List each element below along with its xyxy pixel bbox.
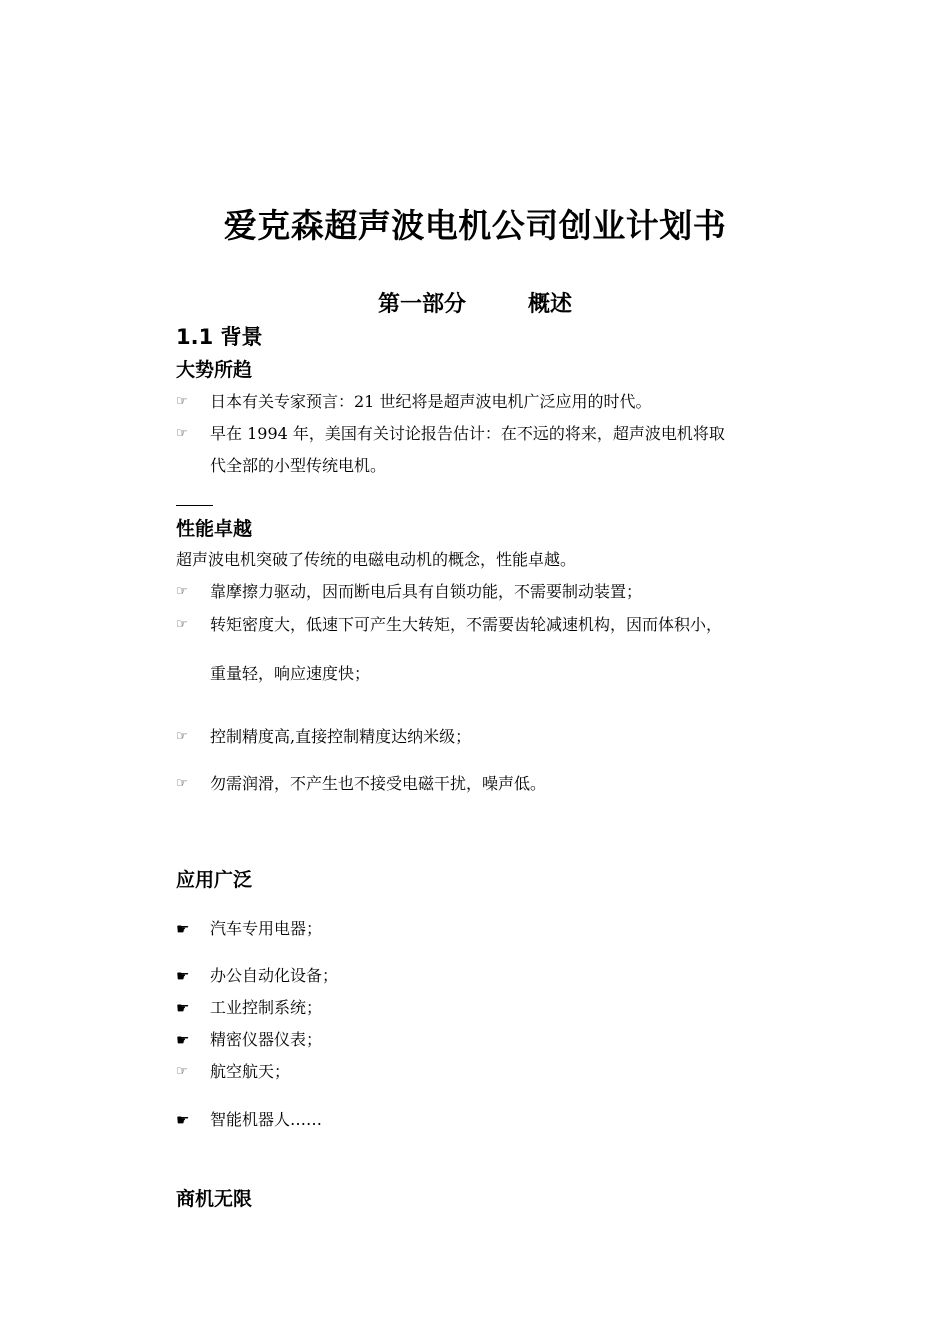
list-item-text: 靠摩擦力驱动，因而断电后具有自锁功能，不需要制动装置； xyxy=(210,582,643,601)
part-label: 第一部分 xyxy=(377,292,466,317)
list-item-text: 航空航天； xyxy=(210,1062,291,1081)
part-heading xyxy=(0,288,950,322)
list-item xyxy=(176,387,836,417)
list-item-text: 智能机器人…… xyxy=(210,1110,323,1129)
pointing-hand-icon: ☞ xyxy=(176,584,188,599)
subheading-applications: 应用广泛 xyxy=(176,869,253,891)
list-item xyxy=(176,914,836,944)
pointing-hand-solid-icon: ☛ xyxy=(176,920,190,938)
list-item-continuation: 重量轻，响应速度快； xyxy=(210,664,371,683)
pointing-hand-icon: ☞ xyxy=(176,729,188,744)
list-item xyxy=(176,1057,836,1087)
list-item xyxy=(176,1105,836,1135)
list-item-text: 勿需润滑，不产生也不接受电磁干扰，噪声低。 xyxy=(210,774,547,793)
list-item xyxy=(176,577,836,607)
list-item xyxy=(176,610,836,640)
list-item xyxy=(176,419,836,449)
list-item-text: 日本有关专家预言：21 世纪将是超声波电机广泛应用的时代。 xyxy=(210,392,652,411)
list-item xyxy=(176,993,836,1023)
list-item xyxy=(176,722,836,752)
list-item-text: 早在 1994 年，美国有关讨论报告估计：在不远的将来，超声波电机将取 xyxy=(210,424,725,443)
section-heading-background: 1.1 背景 xyxy=(176,325,263,349)
list-item xyxy=(176,1025,836,1055)
list-item-text: 控制精度高,直接控制精度达纳米级； xyxy=(210,727,472,746)
list-item-continuation: 代全部的小型传统电机。 xyxy=(210,456,387,475)
list-item xyxy=(176,769,836,799)
list-item-text: 办公自动化设备； xyxy=(210,966,339,985)
divider xyxy=(176,505,213,506)
pointing-hand-solid-icon: ☛ xyxy=(176,1031,190,1049)
list-item xyxy=(176,961,836,991)
performance-intro: 超声波电机突破了传统的电磁电动机的概念，性能卓越。 xyxy=(176,550,577,569)
subheading-trend: 大势所趋 xyxy=(176,359,253,381)
list-item-text: 精密仪器仪表； xyxy=(210,1030,323,1049)
subheading-performance: 性能卓越 xyxy=(176,518,253,540)
pointing-hand-icon: ☞ xyxy=(176,776,188,791)
list-item-text: 汽车专用电器； xyxy=(210,919,323,938)
pointing-hand-solid-icon: ☛ xyxy=(176,967,190,985)
part-name: 概述 xyxy=(528,292,573,317)
document-title: 爱克森超声波电机公司创业计划书 xyxy=(223,206,727,245)
subheading-business: 商机无限 xyxy=(176,1188,253,1210)
pointing-hand-solid-icon: ☛ xyxy=(176,999,190,1017)
pointing-hand-icon: ☞ xyxy=(176,426,188,441)
list-item-text: 转矩密度大，低速下可产生大转矩，不需要齿轮减速机构，因而体积小， xyxy=(210,615,723,634)
pointing-hand-solid-icon: ☛ xyxy=(176,1111,190,1129)
pointing-hand-icon: ☞ xyxy=(176,394,188,409)
pointing-hand-icon: ☞ xyxy=(176,1064,188,1079)
list-item-text: 工业控制系统； xyxy=(210,998,323,1017)
pointing-hand-icon: ☞ xyxy=(176,617,188,632)
